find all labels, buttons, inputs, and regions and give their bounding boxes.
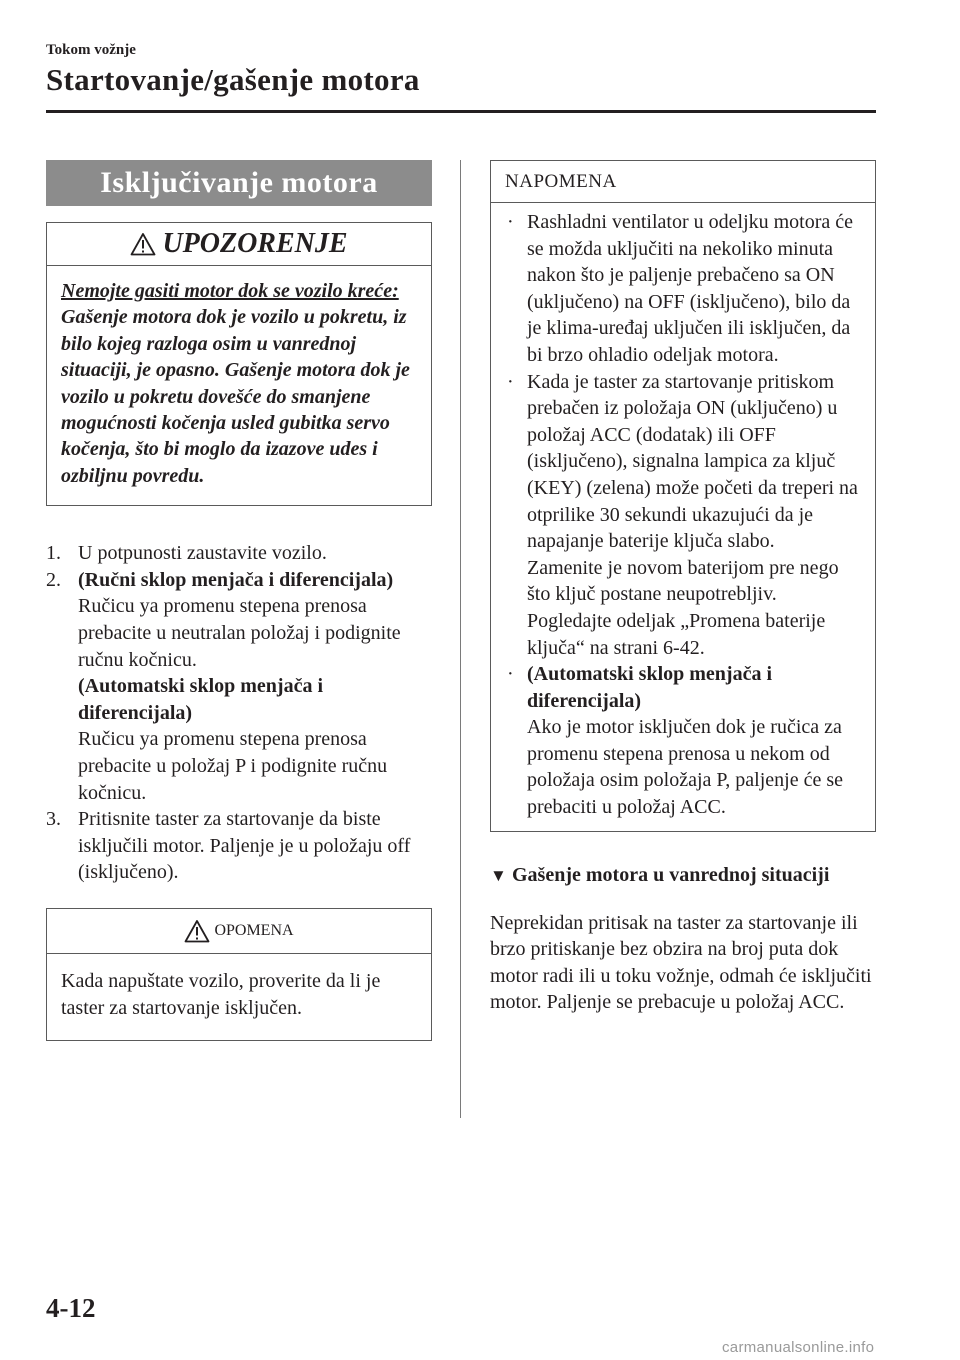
note-bullet <box>505 209 861 369</box>
warning-heading: Nemojte gasiti motor dok se vozilo kreće: <box>61 280 399 302</box>
note-bullet-text: Kada je taster za startovanje pritiskom prebačen iz položaja ON (uključeno) u položaj ACC (dodatak) ili OFF (isključeno), signalna lampica za ključ (KEY) (zelena) može početi da treperi na otprilike 30 sekundi ukazujući da je napajanje baterije ključa slabo. <box>527 370 858 553</box>
step-text: U potpunosti zaustavite vozilo. <box>78 542 327 565</box>
page-number: 4-12 <box>46 1293 96 1323</box>
step-text: Pritisnite taster za startovanje da biste isključili motor. Paljenje je u položaju off (isključeno). <box>78 808 411 884</box>
step-number: 1. <box>46 542 61 565</box>
automatic-transmission-label: (Automatski sklop menjača i diferencijala) <box>527 663 773 712</box>
manual-transmission-label: (Ručni sklop menjača i diferencijala) <box>78 568 394 591</box>
note-bullet-text: Rashladni ventilator u odeljku motora će se možda uključiti na nekoliko minuta nakon što je paljenje prebačeno sa ON (uključeno) na OFF (isključeno), bilo da je klima-uređaj uključen ili isključen, da bi brzo ohladio odeljak motora. <box>527 211 854 366</box>
steps-list <box>46 540 432 886</box>
warning-box <box>46 222 432 506</box>
note-body <box>491 203 875 831</box>
caution-header <box>47 909 431 954</box>
emergency-heading <box>490 862 876 889</box>
note-bullet-text: Ako je motor isključen dok je ručica za promenu stepena prenosa u nekom od položaja osim položaja P, paljenje će se prebaciti u položaj ACC. <box>527 716 844 819</box>
step-item <box>46 540 432 567</box>
caution-body: Kada napuštate vozilo, proverite da li je taster za startovanje isključen. <box>61 969 381 1019</box>
triangle-down-icon: ▼ <box>490 865 507 885</box>
manual-transmission-text: Ručicu ya promenu stepena prenosa prebacite u neutralan položaj i podignite ručnu kočnicu. <box>78 595 401 671</box>
note-header: NAPOMENA <box>491 161 875 203</box>
warning-triangle-icon <box>130 232 156 256</box>
note-box <box>490 160 876 832</box>
caution-label: OPOMENA <box>214 921 294 939</box>
emergency-body: Neprekidan pritisak na taster za startovanje ili brzo pritiskanje bez obzira na broj puta dok motor radi ili u toku vožnje, odmah će isključiti motor. Paljenje se prebacuje u položaj ACC. <box>490 911 872 1014</box>
section-banner: Isključivanje motora <box>46 160 432 206</box>
bullet-marker: · <box>507 370 514 393</box>
step-item <box>46 806 432 886</box>
warning-header <box>47 223 431 266</box>
page-title: Startovanje/gašenje motora <box>46 62 420 97</box>
warning-triangle-icon <box>184 919 210 943</box>
warning-text: Gašenje motora dok je vozilo u pokretu, iz bilo kojeg razloga osim u vanrednoj situaciji, je opasno. Gašenje motora dok je vozilo u pokretu dovešće do smanjene mogućnosti kočenja usled gubitka servo kočenja, što bi moglo da izazove udes i ozbiljnu povredu. <box>61 306 410 487</box>
note-bullet <box>505 661 861 821</box>
right-column <box>490 160 876 1016</box>
column-divider <box>460 160 461 1118</box>
bullet-marker: · <box>507 211 514 233</box>
header-rule <box>46 110 876 113</box>
note-bullet <box>505 369 861 662</box>
warning-label: UPOZORENJE <box>162 228 348 259</box>
step-number: 3. <box>46 808 61 831</box>
automatic-transmission-text: Ručicu ya promenu stepena prenosa prebacite u položaj P i podignite ručnu kočnicu. <box>78 728 388 804</box>
warning-body <box>47 266 431 505</box>
chapter-label: Tokom vožnje <box>46 42 136 58</box>
emergency-title: Gašenje motora u vanrednoj situaciji <box>512 863 830 886</box>
left-column <box>46 160 432 1041</box>
watermark: carmanualsonline.info <box>722 1339 875 1356</box>
step-number: 2. <box>46 568 61 591</box>
caution-box <box>46 908 432 1041</box>
step-item <box>46 567 432 806</box>
note-bullet-text: Zamenite je novom baterijom pre nego što ključ postane neupotrebljiv. Pogledajte odeljak „Promena baterije ključa“ na strani 6-42. <box>527 556 839 659</box>
bullet-marker: · <box>507 663 514 686</box>
automatic-transmission-label: (Automatski sklop menjača i diferencijala) <box>78 675 324 724</box>
